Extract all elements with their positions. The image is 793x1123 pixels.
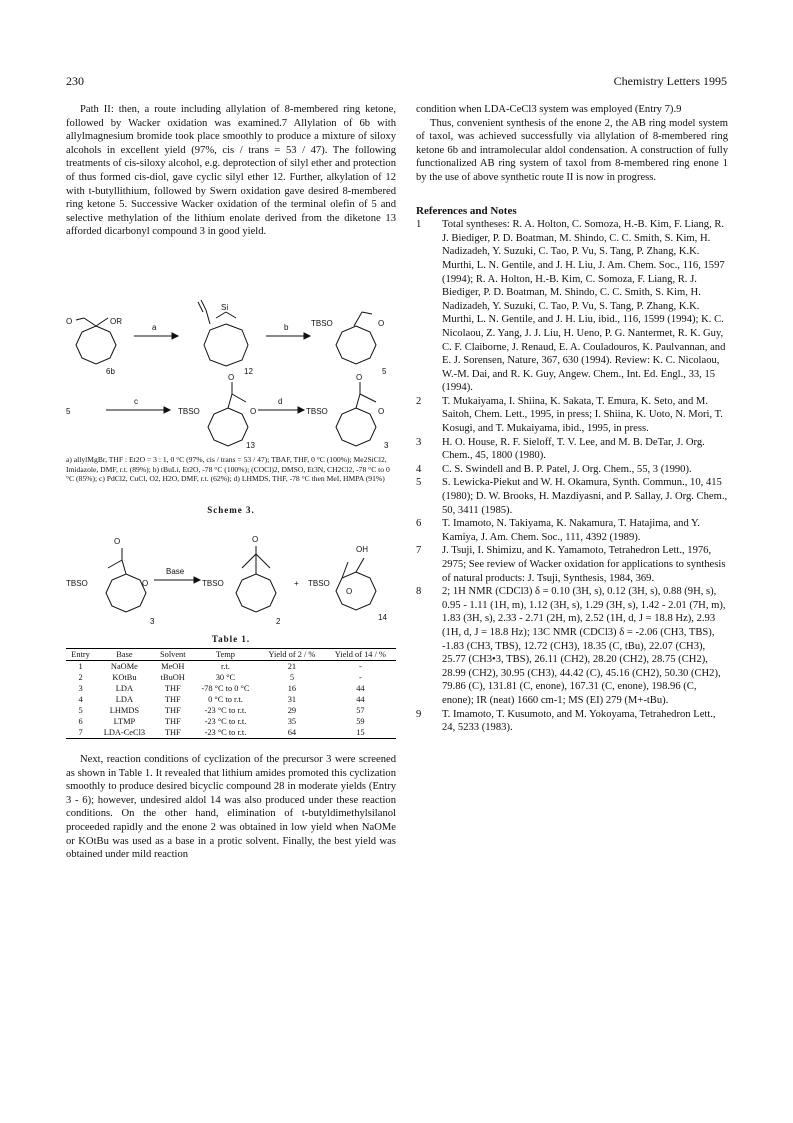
references-list bbox=[416, 218, 728, 735]
table-cell: 16 bbox=[287, 684, 297, 693]
reference-number: 3 bbox=[416, 436, 422, 448]
label-oh: OH bbox=[356, 545, 368, 554]
reference-number: 2 bbox=[416, 395, 422, 407]
reference-item bbox=[416, 436, 728, 463]
reference-number: 5 bbox=[416, 477, 422, 489]
table-cell: 44 bbox=[356, 695, 365, 704]
reference-text: H. O. House, R. F. Sieloff, T. V. Lee, and M. B. DeTar, J. Org. Chem., 45, 1800 (1980). bbox=[442, 436, 705, 462]
label-o: O bbox=[228, 373, 235, 382]
scheme-3-title: Scheme 3. bbox=[207, 505, 255, 515]
reagent-d: d bbox=[278, 397, 283, 406]
paragraph-path-ii: Path II: then, a route including allylation of 8-membered ring ketone, followed by Wacker oxidation was examined.7 Allylation of 6b with allylmagnesium bromide took place smoothly to produce a mixture of siloxy alcohols in excellent yield (97%, cis / trans = 53 / 47). The following treatments of cis-siloxy alcohol, e.g. deprotection of silyl ether and protection of thus formed cis-diol, gave cyclic silyl ether 12. Further, alkylation of 12 with t-butyllithium, followed by Swern oxidation gave desired 8-membered ring ketone 5. Successive Wacker oxidation of the terminal olefin of 5 and selective methylation of the lithium enolate derived from the diketone 13 afforded dicarbonyl compound 3 in good yield. bbox=[66, 104, 396, 238]
table-cell: 35 bbox=[287, 717, 297, 726]
reference-text: T. Imamoto, N. Takiyama, K. Nakamura, T. Hatajima, and Y. Kamiya, J. Am. Chem. Soc., 111, 4392 (1989). bbox=[442, 518, 700, 543]
reference-text: T. Mukaiyama, I. Shiina, K. Sakata, T. Emura, K. Seto, and M. Saitoh, Chem. Lett., 1995, in press; I. Shiina, K. Uoto, N. Mori, T. Kosugi, and T. Mukaiyama, ibid., 1995, in press. bbox=[442, 395, 723, 435]
paragraph-cyclization: Next, reaction conditions of cyclization of the precursor 3 were screened as shown in Table 1. It revealed that lithium amides promoted this cyclization smoothly to produce desired bicyclic compound 28 in moderate yields (Entry 3 - 6); however, undesired aldol 14 was also produced under these reaction conditions. On the other hand, elimination of t-butyldimethylsilanol proceeded rapidly and the enone 2 was obtained in low yield when NaOMe or KOtBu was used as a base in a protic solvent. Finally, the best yield was obtained under mild reaction bbox=[66, 754, 396, 861]
table-cell: LDA bbox=[115, 695, 134, 704]
table-row bbox=[66, 694, 396, 705]
table-cell: 7 bbox=[66, 727, 95, 739]
label-tbso: TBSO bbox=[66, 579, 88, 588]
table-cell: -23 °C to r.t. bbox=[192, 727, 259, 739]
reference-item bbox=[416, 476, 728, 517]
table-cell: -23 °C to r.t. bbox=[204, 706, 247, 715]
table-header-cell: Yield of 2 / % bbox=[259, 649, 325, 661]
page-number: 230 bbox=[66, 74, 84, 88]
table-cell: -78 °C to 0 °C bbox=[201, 684, 250, 693]
reference-item bbox=[416, 544, 728, 585]
ring-3 bbox=[336, 408, 376, 446]
table-header-cell: Entry bbox=[66, 649, 95, 661]
table-cell: 4 bbox=[78, 695, 83, 704]
table-cell: NaOMe bbox=[110, 662, 138, 671]
reference-text: Total syntheses: R. A. Holton, C. Somoza, H.-B. Kim, F. Liang, R. J. Biediger, P. D. Boatman, M. Shindo, C. C. Smith, S. Kim, H. Nadizadeh, Y. Suzuki, C. Tao, P. Vu, S. Tang, P. Zhang, K.K. Murthi, L. N. Gentile, and J. H. Liu, J. Am. Chem. Soc., 116, 1597 (1994); R. A. Holton, H.-B. Kim, C. Somoza, F. Liang, R. J. Biediger, P. D. Boatman, M. Shindo, C. C. Smith, S. Kim, H. Nadizadeh, Y. Suzuki, C. Tao, P. Vu, S. Tang, P. Zhang, K.K. Murthi, L. N. Gentile, and J. H. Liu, ibid., 116, 1599 (1994); K. C. Nicolaou, Z. Yang, J. J. Liu, H. Ueno, P. G. Nantermet, R. K. Guy, C. F. Claiborne, J. Renaud, E. A. Couladouros, K. Paulvannan, and E. J. Sorensen, Nature, 367, 630 (1994). Review: K. C. Nicolaou, W.-M. Dai, and R. K. Guy, Angew. Chem., Int. Ed. Engl., 33, 15 (1994). bbox=[442, 219, 726, 394]
label-tbso: TBSO bbox=[308, 579, 330, 588]
table-cell: KOtBu bbox=[112, 673, 137, 682]
compound-3: 3 bbox=[384, 441, 389, 450]
compound-2: 2 bbox=[276, 617, 281, 626]
reference-number: 4 bbox=[416, 463, 422, 475]
label-si: Si bbox=[221, 303, 229, 312]
reference-number: 7 bbox=[416, 545, 422, 557]
compound-13: 13 bbox=[246, 441, 255, 450]
table-cell: 64 bbox=[259, 727, 325, 739]
table-header-cell: Solvent bbox=[154, 649, 192, 661]
table-cell: tBuOH bbox=[160, 673, 185, 682]
table-cell: LDA bbox=[115, 684, 134, 693]
label-o: O bbox=[356, 373, 363, 382]
table-1 bbox=[66, 648, 396, 739]
table-cell: LDA-CeCl3 bbox=[95, 727, 154, 739]
table-cell: 0 °C to r.t. bbox=[208, 695, 243, 704]
table-row bbox=[66, 705, 396, 716]
label-o: O bbox=[378, 407, 385, 416]
journal-header: Chemistry Letters 1995 bbox=[613, 74, 727, 88]
compound-14: 14 bbox=[378, 613, 387, 622]
table-1-title: Table 1. bbox=[211, 634, 251, 644]
table-header-cell: Temp bbox=[192, 649, 259, 661]
reference-text: J. Tsuji, I. Shimizu, and K. Yamamoto, Tetrahedron Lett., 1976, 2975; See review of Wacker oxidation for applications to synthesis of natural products: J. Tsuji, Synthesis, 1984, 369. bbox=[442, 545, 726, 584]
reagent-b: b bbox=[284, 323, 289, 332]
reference-item bbox=[416, 708, 728, 735]
table-row bbox=[66, 672, 396, 683]
table-cell: 57 bbox=[356, 706, 365, 715]
label-or: OR bbox=[110, 317, 122, 326]
table-cell: 3 bbox=[78, 684, 83, 693]
table-header-cell: Yield of 14 / % bbox=[325, 649, 396, 661]
table-header-cell: Base bbox=[95, 649, 154, 661]
table-cell: 5 bbox=[289, 673, 295, 682]
scheme-3-drawing bbox=[66, 290, 396, 452]
label-o: O bbox=[252, 535, 259, 544]
table-cell: THF bbox=[164, 706, 181, 715]
reference-number: 8 bbox=[416, 586, 422, 598]
reference-item bbox=[416, 463, 728, 477]
reagent-base: Base bbox=[166, 567, 185, 576]
table-cell: - bbox=[359, 673, 362, 682]
reference-item bbox=[416, 395, 728, 436]
table-row bbox=[66, 716, 396, 727]
reference-number: 9 bbox=[416, 708, 422, 720]
ring-12 bbox=[204, 324, 248, 366]
table-cell: 44 bbox=[356, 684, 365, 693]
table-cell: 31 bbox=[287, 695, 297, 704]
table-cell: THF bbox=[164, 695, 181, 704]
table-cell: LTMP bbox=[113, 717, 136, 726]
table-cell: 29 bbox=[287, 706, 297, 715]
compound-12: 12 bbox=[244, 367, 253, 376]
table-cell: 1 bbox=[78, 662, 83, 671]
plus-sign: + bbox=[294, 579, 299, 588]
paragraph-conclusion: Thus, convenient synthesis of the enone 2, the AB ring model system of taxol, was achieved successfully via allylation of 8-membered ring ketone 6b and intramolecular aldol condensation. A construction of fully functionalized AB ring system of taxol from 8-membered ring enone 1 by the use of above synthetic route II is now in progress. bbox=[416, 117, 728, 183]
compound-3: 3 bbox=[150, 617, 155, 626]
cyclization-scheme-drawing bbox=[66, 528, 396, 632]
table-cell: THF bbox=[154, 727, 192, 739]
label-o: O bbox=[142, 579, 149, 588]
table-cell: 6 bbox=[78, 717, 83, 726]
reference-number: 6 bbox=[416, 518, 422, 530]
label-tbso: TBSO bbox=[311, 319, 333, 328]
label-tbso: TBSO bbox=[178, 407, 200, 416]
reference-text: T. Imamoto, T. Kusumoto, and M. Yokoyama, Tetrahedron Lett., 24, 5233 (1983). bbox=[442, 708, 716, 734]
table-row bbox=[66, 727, 396, 739]
references-title: References and Notes bbox=[416, 204, 517, 217]
label-tbso: TBSO bbox=[306, 407, 328, 416]
compound-5: 5 bbox=[66, 407, 71, 416]
ring-6b bbox=[76, 326, 116, 364]
ring-13 bbox=[208, 408, 248, 446]
table-row bbox=[66, 683, 396, 694]
reference-text: C. S. Swindell and B. P. Patel, J. Org. Chem., 55, 3 (1990). bbox=[442, 463, 692, 475]
table-cell: MeOH bbox=[161, 662, 185, 671]
left-top-paragraph bbox=[66, 103, 396, 239]
reference-item bbox=[416, 517, 728, 544]
reagent-a: a bbox=[152, 323, 157, 332]
table-cell: 21 bbox=[287, 662, 297, 671]
label-o: O bbox=[66, 317, 73, 326]
compound-5: 5 bbox=[382, 367, 387, 376]
label-tbso: TBSO bbox=[202, 579, 224, 588]
reference-text: 2; 1H NMR (CDCl3) δ = 0.10 (3H, s), 0.12 (3H, s), 0.88 (9H, s), 0.95 - 1.11 (1H, m), 1.12 (3H, s), 1.29 (3H, s), 1.42 - 2.01 (7H, m), 1.83 (3H, s), 2.33 - 2.71 (2H, m), 2.52 (1H, d, J = 18.8 Hz), 2.93 (1H, d, J = 18.8 Hz); 13C NMR (CDCl3) δ = -2.06 (CH3, TBS), -1.83 (CH3, TBS), 12.72 (CH3), 18.35 (C, tBu), 22.07 (CH3), 25.77 (CH3•3, TBS), 26.11 (CH2), 28.20 (CH2), 28.75 (CH2), 28.99 (CH2), 30.95 (CH3), 44.42 (C), 45.16 (CH2), 50.30 (CH2), 79.86 (C), 131.81 (C, enone), 167.31 (C, enone), 198.96 (C, enone); IR (neat) 1660 cm-1; MS (EI) 279 (M+-tBu). bbox=[442, 586, 726, 706]
table-cell: 5 bbox=[78, 706, 83, 715]
scheme-3-caption: a) allylMgBr, THF : Et2O = 3 : 1, 0 °C (97%, cis / trans = 53 / 47); TBAF, THF, 0 °C (100%); Me2SiCl2, Imidazole, DMF, r.t. (89%); b) tBuLi, Et2O, -78 °C (100%); (COCl)2, DMSO, Et3N, CH2Cl2, -78 °C to 0 °C (85%); c) PdCl2, CuCl, O2, H2O, DMF, r.t. (62%); d) LHMDS, THF, -78 °C then MeI, HMPA (91%) bbox=[66, 455, 390, 484]
paragraph-condition: condition when LDA-CeCl3 system was employed (Entry 7).9 bbox=[416, 104, 682, 115]
compound-6b: 6b bbox=[106, 367, 115, 376]
table-cell: THF bbox=[164, 684, 181, 693]
label-o: O bbox=[250, 407, 257, 416]
right-column bbox=[416, 103, 728, 735]
table-cell: 30 °C bbox=[215, 673, 236, 682]
table-cell: LHMDS bbox=[109, 706, 140, 715]
reference-item bbox=[416, 218, 728, 395]
table-cell: 15 bbox=[325, 727, 396, 739]
label-o: O bbox=[346, 587, 353, 596]
table-1-grid bbox=[66, 648, 396, 739]
left-bottom-paragraph bbox=[66, 753, 396, 862]
table-cell: THF bbox=[164, 717, 181, 726]
table-cell: 2 bbox=[78, 673, 83, 682]
label-o: O bbox=[378, 319, 385, 328]
label-o: O bbox=[114, 537, 121, 546]
table-cell: 59 bbox=[356, 717, 365, 726]
reagent-c: c bbox=[134, 397, 138, 406]
table-cell: -23 °C to r.t. bbox=[204, 717, 247, 726]
ring-5 bbox=[336, 326, 376, 364]
table-row bbox=[66, 661, 396, 673]
table-cell: r.t. bbox=[221, 662, 230, 671]
reference-number: 1 bbox=[416, 219, 422, 231]
reference-text: S. Lewicka-Piekut and W. H. Okamura, Synth. Commun., 10, 415 (1980); D. W. Brooks, H. Mazdiyasni, and P. Sallay, J. Org. Chem., 50, 3411 (1985). bbox=[442, 477, 728, 516]
table-cell: - bbox=[359, 662, 362, 671]
reference-item bbox=[416, 585, 728, 707]
